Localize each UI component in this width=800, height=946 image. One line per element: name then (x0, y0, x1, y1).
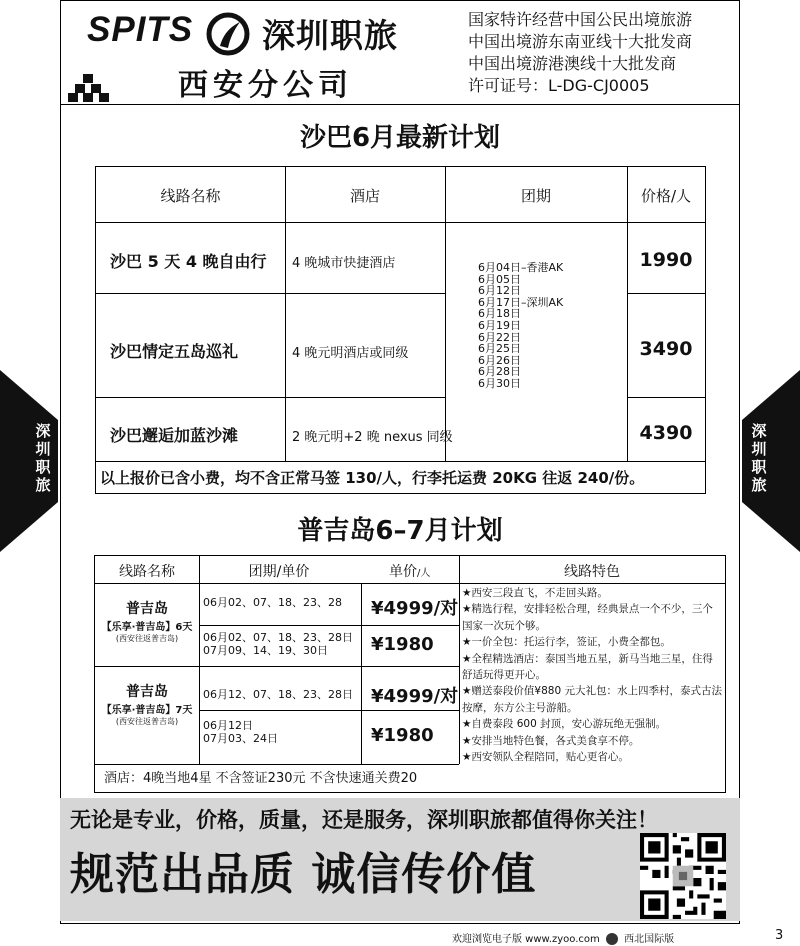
hotel-name: 2 晚元明+2 晚 nexus 同级 (292, 430, 453, 445)
branch-name: 西安分公司 (178, 68, 353, 103)
col-header-route: 线路名称 (119, 564, 175, 580)
qr-code-icon (638, 833, 728, 919)
tour-price: ¥1980 (371, 725, 434, 746)
feature-item: ★安排当地特色餐，各式美食享不停。 (462, 734, 640, 747)
slogan-line: 无论是专业，价格，质量，还是服务，深圳职旅都值得你关注！ (70, 808, 658, 832)
date-item: 6月12日 (478, 284, 521, 298)
package-name: 普吉岛 (126, 684, 168, 700)
package-subtitle: 【乐享·普吉岛】6天 (101, 622, 193, 633)
page-number: 3 (775, 928, 784, 943)
footer-edition: 西北国际版 (624, 934, 675, 945)
route-name: 沙巴邂逅加蓝沙滩 (110, 426, 239, 445)
col-header-dates: 团期 (520, 187, 551, 205)
col-header-route: 线路名称 (160, 187, 221, 205)
feature-list (462, 585, 722, 765)
date-item: 6月05日 (478, 272, 521, 286)
license-line: 中国出境游港澳线十大批发商 (468, 54, 677, 73)
license-line: 中国出境游东南亚线十大批发商 (468, 32, 693, 51)
feature-item: ★西安三段直飞，不走回头路。 (462, 587, 608, 599)
date-line: 07月09、14、19、30日 (203, 644, 328, 657)
date-item: 6月28日 (478, 365, 521, 379)
date-item: 6月17日–深圳AK (478, 295, 564, 309)
header-divider (60, 104, 740, 105)
tour-price: ¥4999/对 (371, 598, 459, 619)
hotel-name: 4 晚元明酒店或同级 (292, 346, 409, 361)
spits-logo-text: SPITS (87, 10, 194, 49)
date-item: 6月18日 (478, 307, 521, 321)
date-item: 6月25日 (478, 342, 521, 356)
price-value: 1990 (639, 249, 693, 271)
col-header-price: 价格/人 (640, 187, 692, 205)
col-header-features: 线路特色 (564, 564, 620, 580)
col-header-hotel: 酒店 (349, 187, 380, 205)
footer-text (452, 930, 674, 945)
tour-dates: 06月02、07、18、23、28 (203, 596, 342, 609)
package-cell (95, 681, 199, 727)
phuket-title: 普吉岛6–7月计划 (297, 516, 503, 546)
price-value: 3490 (639, 338, 693, 360)
footer-url: 欢迎浏览电子版 www.zyoo.com (452, 934, 600, 945)
sabah-table (95, 166, 706, 462)
slogan-headline: 规范出品质 诚信传价值 (70, 849, 537, 900)
tour-dates (203, 631, 353, 657)
sabah-price-note: 以上报价已含小费，均不含正常马签 130/人，行李托运费 20KG 往返 240/份。 (95, 462, 706, 494)
side-tab-text: 深圳职旅 (751, 422, 767, 494)
hotel-name: 4 晚城市快捷酒店 (292, 256, 396, 271)
col-header-dates: 团期/单价 (248, 564, 310, 580)
side-tab-label (33, 422, 53, 494)
feature-item: ★自费泰段 600 封顶，安心游玩绝无强制。 (462, 718, 667, 731)
tour-price: ¥4999/对 (371, 686, 459, 707)
col-header-price: 单价/人 (389, 564, 431, 580)
license-number: 许可证号：L-DG-CJ0005 (468, 76, 650, 95)
date-line: 06月12日 (203, 719, 253, 732)
price-value: 4390 (639, 422, 693, 444)
pixel-logo-icon (68, 74, 110, 102)
date-line: 06月02、07、18、23、28日 (203, 631, 353, 644)
feature-item: ★西安领队全程陪同，贴心更省心。 (462, 751, 629, 764)
date-item: 6月19日 (478, 318, 521, 332)
side-tab-label (749, 422, 769, 494)
side-tab-text: 深圳职旅 (35, 422, 51, 494)
feature-item: ★一价全包：托运行李，签证，小费全都包。 (462, 636, 671, 649)
date-line: 07月03、24日 (203, 732, 278, 745)
package-name: 普吉岛 (126, 601, 168, 617)
date-item: 6月26日 (478, 353, 521, 367)
tour-dates (203, 719, 278, 745)
package-subtitle: 【乐享·普吉岛】7天 (101, 705, 193, 716)
feature-item: ★赠送泰段价值¥880 元大礼包：水上四季村，泰式古法按摩，东方公主号游船。 (462, 685, 722, 714)
date-item: 6月04日–香港AK (478, 261, 564, 274)
package-cell (95, 598, 199, 644)
hotel-note: 酒店：4晚当地4星 不含签证230元 不含快速通关费20 (104, 771, 418, 786)
route-name: 沙巴 5 天 4 晚自由行 (110, 252, 267, 271)
brand-name: 深圳职旅 (262, 16, 398, 55)
sabah-title: 沙巴6月最新计划 (299, 123, 501, 153)
feature-item: ★精选行程，安排轻松合理，经典景点一个不少，三个国家一次玩个够。 (462, 603, 713, 632)
package-note: (西安往返普吉岛) (115, 717, 179, 726)
date-item: 6月30日 (478, 376, 521, 390)
feature-item: ★全程精选酒店：泰国当地五星，新马当地三星，住得舒适玩得更开心。 (462, 652, 713, 682)
route-name: 沙巴情定五岛巡礼 (110, 342, 239, 361)
package-note: (西安往返普吉岛) (115, 634, 179, 643)
logo-swirl-icon (206, 12, 250, 56)
departure-dates (478, 262, 563, 390)
date-item: 6月22日 (478, 330, 521, 344)
emblem-icon (606, 933, 618, 945)
tour-dates: 06月12、07、18、23、28日 (203, 688, 353, 701)
tour-price: ¥1980 (371, 634, 434, 655)
license-line: 国家特许经营中国公民出境旅游 (468, 10, 693, 29)
